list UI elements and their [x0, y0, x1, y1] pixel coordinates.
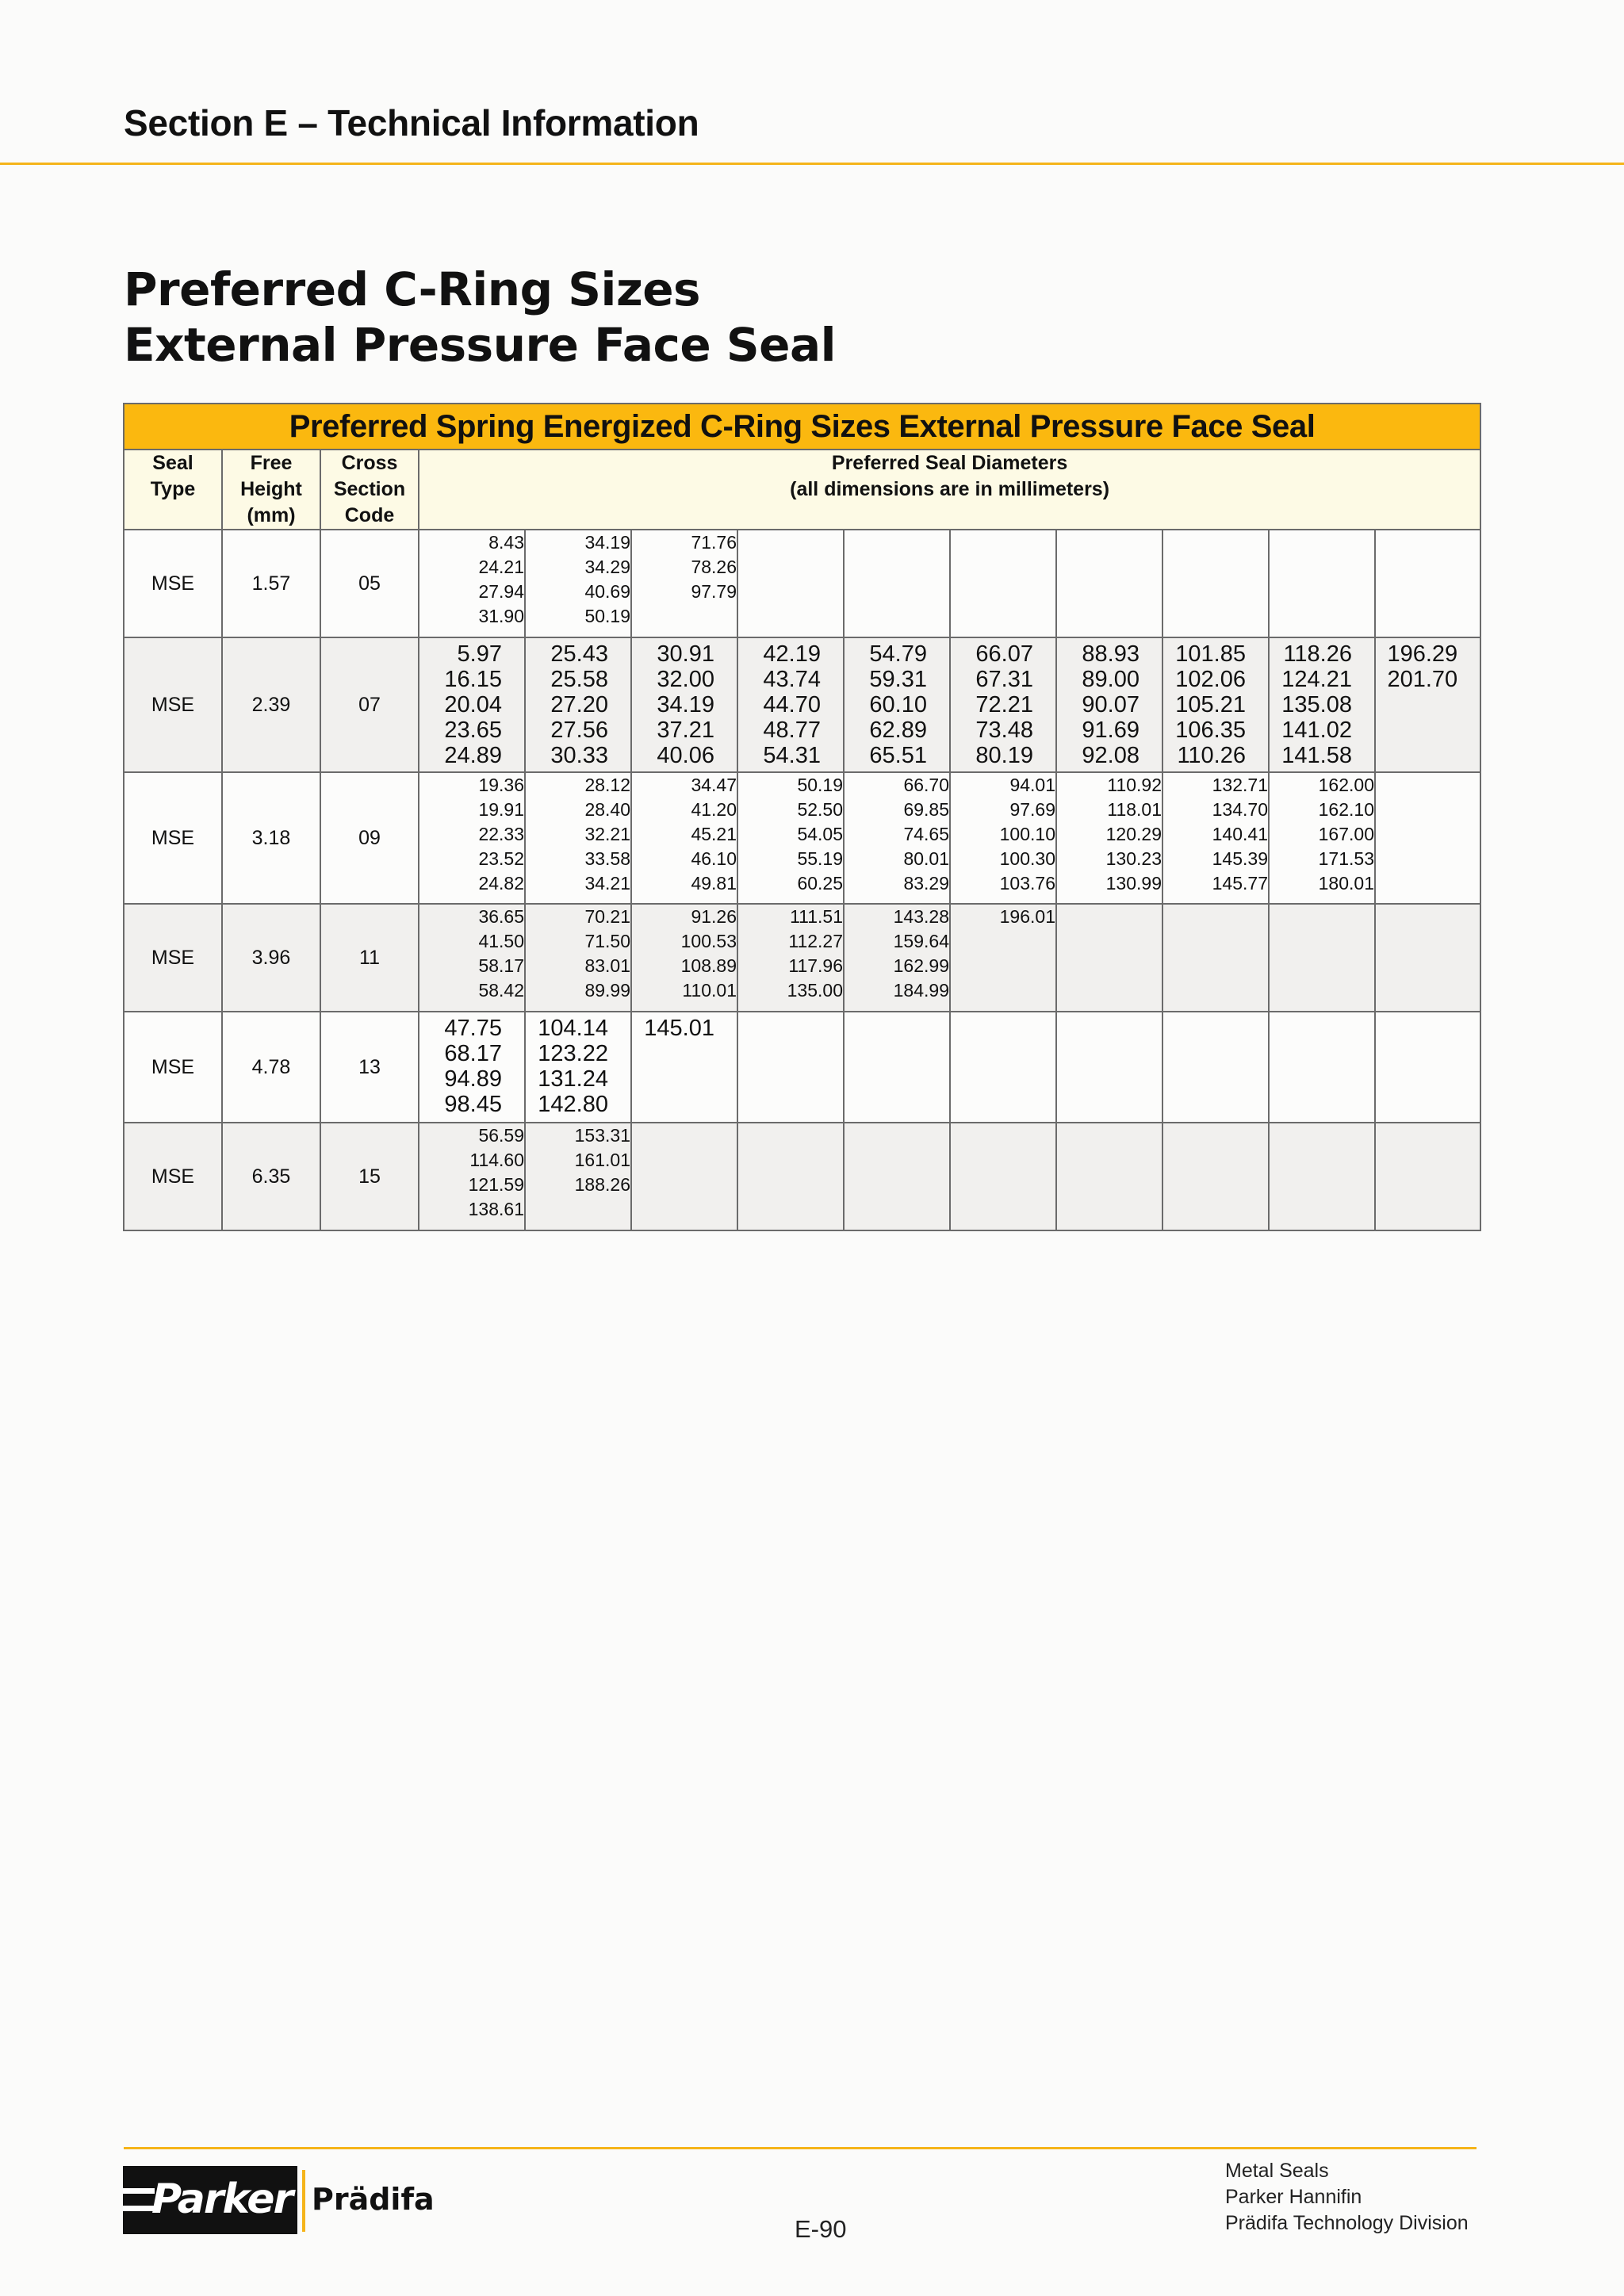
diameter-cell: [419, 904, 525, 1012]
diameter-cell: [631, 1123, 737, 1230]
header-text: Cross: [341, 452, 398, 474]
header-rule: [0, 163, 1624, 165]
diameter-cell: [525, 637, 631, 772]
diameter-value: 30.91: [657, 641, 714, 667]
diameter-cell: [1375, 1123, 1480, 1230]
table-title: Preferred Spring Energized C-Ring Sizes External Pressure Face Seal: [124, 404, 1480, 450]
seal-type-cell: MSE: [124, 904, 222, 1012]
diameter-cell: [1375, 530, 1480, 637]
diameter-cell: [1269, 637, 1375, 772]
diameter-cell: [1375, 637, 1480, 772]
diameter-value: 100.53: [680, 931, 737, 951]
diameter-value: 104.14: [538, 1016, 608, 1041]
diameter-cell: [1269, 1012, 1375, 1123]
diameter-value: 54.31: [763, 743, 821, 768]
diameter-value: 83.01: [584, 955, 630, 976]
diameter-cell: [631, 637, 737, 772]
diameter-cell: [737, 772, 844, 904]
diameter-value: 130.99: [1105, 873, 1162, 894]
diameter-cell: [737, 637, 844, 772]
diameter-value: 100.30: [999, 848, 1055, 869]
diameter-value: 121.59: [468, 1174, 524, 1195]
diameter-cell: [844, 1123, 950, 1230]
diameter-cell: [1162, 1123, 1269, 1230]
diameter-value: 54.05: [797, 824, 843, 844]
diameter-cell: [737, 530, 844, 637]
diameter-value: 50.19: [797, 775, 843, 795]
diameter-value: 162.10: [1318, 799, 1374, 820]
diameter-cell: [1056, 1123, 1162, 1230]
page-title-line-2: External Pressure Face Seal: [124, 318, 837, 372]
table-row: [124, 1123, 1480, 1230]
header-text: (mm): [247, 504, 296, 526]
diameter-value: 68.17: [444, 1041, 502, 1066]
diameter-value: 27.94: [478, 581, 524, 602]
diameter-value: 71.50: [584, 931, 630, 951]
diameter-value: 49.81: [691, 873, 737, 894]
diameter-value: 74.65: [903, 824, 949, 844]
diameter-cell: [950, 637, 1056, 772]
diameter-cell: [1269, 1123, 1375, 1230]
diameter-value: 8.43: [488, 532, 524, 553]
diameter-value: 40.06: [657, 743, 714, 768]
diameter-value: 32.00: [657, 667, 714, 692]
col-header-seal-type: [124, 450, 222, 530]
diameter-cell: [419, 530, 525, 637]
diameter-value: 180.01: [1318, 873, 1374, 894]
diameter-cell: [950, 1123, 1056, 1230]
diameter-cell: [631, 904, 737, 1012]
diameter-value: 69.85: [903, 799, 949, 820]
diameter-value: 70.21: [584, 906, 630, 927]
diameter-value: 130.23: [1105, 848, 1162, 869]
cross-section-code-cell: 07: [320, 637, 419, 772]
header-text: Seal: [152, 452, 193, 474]
diameter-value: 111.51: [790, 906, 843, 927]
diameter-value: 138.61: [468, 1199, 524, 1219]
diameter-cell: [419, 1012, 525, 1123]
diameter-cell: [1056, 772, 1162, 904]
diameter-value: 100.10: [999, 824, 1055, 844]
diameter-cell: [1056, 1012, 1162, 1123]
free-height-cell: 3.18: [222, 772, 320, 904]
diameter-value: 196.29: [1387, 641, 1458, 667]
free-height-cell: 3.96: [222, 904, 320, 1012]
diameter-value: 23.52: [478, 848, 524, 869]
diameter-cell: [737, 1123, 844, 1230]
diameter-value: 132.71: [1212, 775, 1268, 795]
diameter-value: 60.10: [869, 692, 927, 718]
diameter-value: 162.99: [893, 955, 949, 976]
diameter-value: 16.15: [444, 667, 502, 692]
diameter-cell: [1056, 904, 1162, 1012]
diameter-value: 91.26: [691, 906, 737, 927]
diameter-value: 34.21: [584, 873, 630, 894]
diameter-value: 143.28: [893, 906, 949, 927]
diameter-value: 167.00: [1318, 824, 1374, 844]
diameter-value: 171.53: [1318, 848, 1374, 869]
diameter-value: 30.33: [550, 743, 608, 768]
diameter-cell: [1269, 772, 1375, 904]
diameter-value: 88.93: [1082, 641, 1139, 667]
diameter-cell: [631, 1012, 737, 1123]
diameter-value: 201.70: [1387, 667, 1458, 692]
diameter-value: 47.75: [444, 1016, 502, 1041]
diameter-value: 24.89: [444, 743, 502, 768]
diameter-cell: [631, 772, 737, 904]
diameter-value: 110.26: [1177, 743, 1246, 768]
free-height-cell: 6.35: [222, 1123, 320, 1230]
diameter-cell: [1162, 904, 1269, 1012]
header-text: Code: [344, 504, 395, 526]
diameter-value: 105.21: [1175, 692, 1246, 718]
diameter-value: 36.65: [478, 906, 524, 927]
header-text: Free: [250, 452, 293, 474]
diameter-value: 54.79: [869, 641, 927, 667]
diameter-value: 50.19: [584, 606, 630, 626]
diameter-cell: [419, 637, 525, 772]
diameter-cell: [1375, 1012, 1480, 1123]
diameter-cell: [631, 530, 737, 637]
diameter-value: 110.01: [682, 980, 737, 1001]
diameter-value: 43.74: [763, 667, 821, 692]
table-row: [124, 772, 1480, 904]
seal-type-cell: MSE: [124, 772, 222, 904]
diameter-value: 72.21: [975, 692, 1033, 718]
diameter-cell: [1269, 530, 1375, 637]
diameter-cell: [844, 772, 950, 904]
header-text: Section: [333, 478, 406, 500]
diameter-value: 91.69: [1082, 718, 1139, 743]
diameter-cell: [1162, 637, 1269, 772]
header-text: (all dimensions are in millimeters): [790, 478, 1110, 500]
diameter-value: 162.00: [1318, 775, 1374, 795]
diameter-value: 112.27: [788, 931, 843, 951]
diameter-value: 80.19: [975, 743, 1033, 768]
diameter-value: 65.51: [869, 743, 927, 768]
diameter-value: 19.91: [478, 799, 524, 820]
diameter-value: 94.01: [1009, 775, 1055, 795]
diameter-value: 34.47: [691, 775, 737, 795]
diameter-value: 98.45: [444, 1092, 502, 1117]
diameter-value: 58.42: [478, 980, 524, 1001]
diameter-cell: [737, 904, 844, 1012]
diameter-value: 31.90: [478, 606, 524, 626]
diameter-value: 159.64: [893, 931, 949, 951]
diameter-value: 58.17: [478, 955, 524, 976]
diameter-cell: [1375, 904, 1480, 1012]
diameter-value: 44.70: [763, 692, 821, 718]
footer-info-line: Parker Hannifin: [1225, 2186, 1362, 2208]
diameter-value: 97.69: [1009, 799, 1055, 820]
cross-section-code-cell: 05: [320, 530, 419, 637]
free-height-cell: 1.57: [222, 530, 320, 637]
diameter-value: 34.19: [657, 692, 714, 718]
diameter-value: 25.43: [550, 641, 608, 667]
page-title-line-1: Preferred C-Ring Sizes: [124, 262, 701, 316]
diameter-value: 141.58: [1281, 743, 1352, 768]
diameter-cell: [844, 904, 950, 1012]
diameter-value: 106.35: [1175, 718, 1246, 743]
diameter-cell: [950, 1012, 1056, 1123]
table-row: [124, 530, 1480, 637]
cross-section-code-cell: 09: [320, 772, 419, 904]
diameter-cell: [419, 772, 525, 904]
table-row: [124, 1012, 1480, 1123]
diameter-value: 134.70: [1212, 799, 1268, 820]
diameter-value: 124.21: [1281, 667, 1352, 692]
table-header-row: [124, 450, 1480, 530]
diameter-value: 24.21: [478, 557, 524, 577]
diameter-value: 135.00: [787, 980, 843, 1001]
diameter-value: 52.50: [797, 799, 843, 820]
header-text: Preferred Seal Diameters: [831, 452, 1068, 474]
header-text: Type: [150, 478, 196, 500]
diameter-value: 145.77: [1212, 873, 1268, 894]
diameter-value: 33.58: [584, 848, 630, 869]
diameter-value: 66.70: [903, 775, 949, 795]
diameter-cell: [525, 1012, 631, 1123]
diameter-value: 110.92: [1107, 775, 1162, 795]
diameter-value: 55.19: [797, 848, 843, 869]
diameter-value: 23.65: [444, 718, 502, 743]
diameter-cell: [1162, 772, 1269, 904]
diameter-value: 78.26: [691, 557, 737, 577]
logo-wordmark: Parker: [151, 2175, 293, 2223]
pradifa-wordmark: Prädifa: [312, 2182, 435, 2217]
diameter-cell: [950, 904, 1056, 1012]
diameter-cell: [1056, 530, 1162, 637]
seal-type-cell: MSE: [124, 1123, 222, 1230]
free-height-cell: 4.78: [222, 1012, 320, 1123]
diameter-cell: [844, 637, 950, 772]
diameter-cell: [1162, 1012, 1269, 1123]
diameter-value: 184.99: [893, 980, 949, 1001]
diameter-value: 94.89: [444, 1066, 502, 1092]
diameter-cell: [1375, 772, 1480, 904]
diameter-value: 145.01: [644, 1016, 714, 1041]
diameter-value: 114.60: [469, 1150, 524, 1170]
table-row: [124, 637, 1480, 772]
diameter-cell: [1162, 530, 1269, 637]
col-header-diameters: [419, 450, 1480, 530]
diameter-value: 5.97: [457, 641, 502, 667]
diameter-value: 24.82: [478, 873, 524, 894]
col-header-cross-section-code: [320, 450, 419, 530]
diameter-value: 34.29: [584, 557, 630, 577]
header-text: Height: [240, 478, 302, 500]
diameter-value: 89.00: [1082, 667, 1139, 692]
diameter-value: 67.31: [975, 667, 1033, 692]
diameter-cell: [844, 1012, 950, 1123]
diameter-value: 46.10: [691, 848, 737, 869]
diameter-value: 66.07: [975, 641, 1033, 667]
diameter-value: 71.76: [691, 532, 737, 553]
cross-section-code-cell: 15: [320, 1123, 419, 1230]
diameter-cell: [844, 530, 950, 637]
logo-stripe: [123, 2188, 155, 2194]
diameter-value: 59.31: [869, 667, 927, 692]
diameter-cell: [950, 530, 1056, 637]
diameter-value: 101.85: [1175, 641, 1246, 667]
diameter-value: 45.21: [691, 824, 737, 844]
c-ring-sizes-table: [123, 403, 1481, 1231]
free-height-cell: 2.39: [222, 637, 320, 772]
seal-type-cell: MSE: [124, 637, 222, 772]
parker-logo: [123, 2166, 297, 2234]
diameter-value: 41.50: [478, 931, 524, 951]
diameter-cell: [950, 772, 1056, 904]
diameter-value: 102.06: [1175, 667, 1246, 692]
diameter-value: 22.33: [478, 824, 524, 844]
diameter-value: 108.89: [680, 955, 737, 976]
diameter-cell: [525, 530, 631, 637]
diameter-value: 142.80: [538, 1092, 608, 1117]
diameter-value: 27.20: [550, 692, 608, 718]
diameter-value: 62.89: [869, 718, 927, 743]
page-number: E-90: [795, 2215, 847, 2243]
seal-type-cell: MSE: [124, 1012, 222, 1123]
section-header: Section E – Technical Information: [124, 102, 699, 144]
diameter-value: 140.41: [1212, 824, 1268, 844]
diameter-value: 188.26: [574, 1174, 630, 1195]
diameter-value: 89.99: [584, 980, 630, 1001]
diameter-value: 92.08: [1082, 743, 1139, 768]
diameter-value: 196.01: [999, 906, 1055, 927]
diameter-value: 28.40: [584, 799, 630, 820]
diameter-value: 135.08: [1281, 692, 1352, 718]
diameter-value: 37.21: [657, 718, 714, 743]
diameter-cell: [419, 1123, 525, 1230]
diameter-value: 40.69: [584, 581, 630, 602]
diameter-cell: [525, 904, 631, 1012]
diameter-value: 90.07: [1082, 692, 1139, 718]
diameter-value: 60.25: [797, 873, 843, 894]
diameter-cell: [1056, 637, 1162, 772]
diameter-value: 34.19: [584, 532, 630, 553]
diameter-value: 27.56: [550, 718, 608, 743]
col-header-free-height: [222, 450, 320, 530]
footer-info: [1225, 2158, 1469, 2237]
diameter-value: 32.21: [584, 824, 630, 844]
footer-rule: [124, 2147, 1477, 2149]
diameter-value: 83.29: [903, 873, 949, 894]
diameter-value: 42.19: [763, 641, 821, 667]
diameter-value: 161.01: [574, 1150, 630, 1170]
diameter-value: 25.58: [550, 667, 608, 692]
page-title: [124, 262, 836, 373]
diameter-value: 118.26: [1283, 641, 1352, 667]
cross-section-code-cell: 11: [320, 904, 419, 1012]
diameter-value: 153.31: [574, 1125, 630, 1146]
diameter-value: 131.24: [538, 1066, 608, 1092]
diameter-value: 73.48: [975, 718, 1033, 743]
cross-section-code-cell: 13: [320, 1012, 419, 1123]
diameter-value: 141.02: [1281, 718, 1352, 743]
diameter-value: 123.22: [538, 1041, 608, 1066]
diameter-cell: [1269, 904, 1375, 1012]
logo-separator: [302, 2170, 305, 2232]
diameter-value: 117.96: [788, 955, 843, 976]
diameter-cell: [525, 1123, 631, 1230]
footer-info-line: Metal Seals: [1225, 2160, 1329, 2182]
logo-stripe: [123, 2206, 155, 2211]
diameter-value: 103.76: [999, 873, 1055, 894]
diameter-value: 56.59: [478, 1125, 524, 1146]
diameter-cell: [737, 1012, 844, 1123]
seal-type-cell: MSE: [124, 530, 222, 637]
diameter-value: 41.20: [691, 799, 737, 820]
diameter-value: 28.12: [584, 775, 630, 795]
diameter-value: 48.77: [763, 718, 821, 743]
diameter-value: 19.36: [478, 775, 524, 795]
table-row: [124, 904, 1480, 1012]
diameter-value: 20.04: [444, 692, 502, 718]
diameter-cell: [525, 772, 631, 904]
diameter-value: 145.39: [1212, 848, 1268, 869]
footer-info-line: Prädifa Technology Division: [1225, 2212, 1469, 2234]
table-body: [124, 530, 1480, 1230]
diameter-value: 80.01: [903, 848, 949, 869]
diameter-value: 118.01: [1107, 799, 1162, 820]
diameter-value: 97.79: [691, 581, 737, 602]
diameter-value: 120.29: [1105, 824, 1162, 844]
